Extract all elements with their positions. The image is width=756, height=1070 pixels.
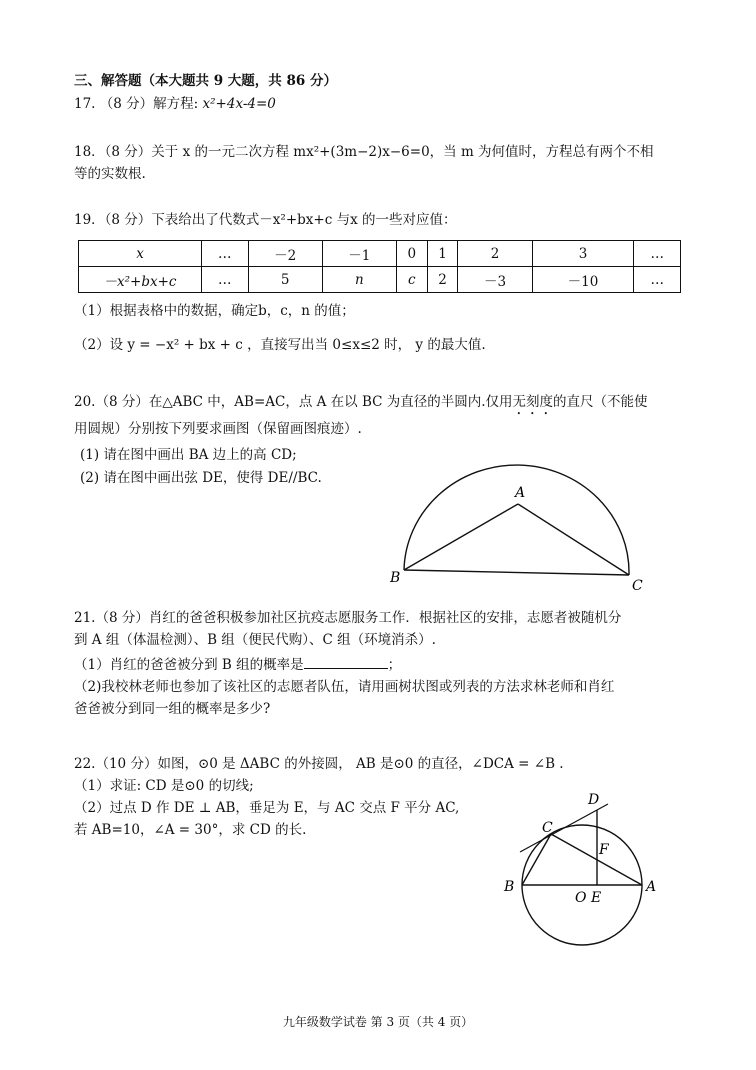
label-o: O xyxy=(575,890,587,906)
table-cell: －2 xyxy=(248,241,322,267)
label-a: A xyxy=(515,485,526,501)
q18-line2: 等的实数根. xyxy=(74,166,146,182)
table-cell: 2 xyxy=(458,241,532,267)
table-cell: n xyxy=(322,267,396,293)
q17-number: 17. xyxy=(74,96,96,112)
q20-line2: 用圆规）分别按下列要求画图（保留画图痕迹）. xyxy=(74,421,362,437)
q21-part2-line2: 爸爸被分到同一组的概率是多少? xyxy=(74,701,271,717)
q21-part1-end: ； xyxy=(387,657,402,673)
q19-value-table xyxy=(78,240,681,293)
table-cell: x xyxy=(79,241,202,267)
table-cell: －3 xyxy=(458,267,532,293)
segment-ab xyxy=(404,504,518,570)
q20-part1: (1) 请在图中画出 BA 边上的高 CD; xyxy=(80,447,297,463)
table-row xyxy=(79,267,681,293)
q17-score: （8 分）解方程: xyxy=(99,96,199,112)
table-cell: －10 xyxy=(532,267,634,293)
table-cell: 1 xyxy=(427,241,458,267)
q21-part1 xyxy=(74,655,401,674)
q22-part1: （1）求证: CD 是⊙0 的切线; xyxy=(74,778,254,794)
table-cell: 5 xyxy=(248,267,322,293)
table-cell: … xyxy=(634,267,681,293)
q21-line1: 21.（8 分）肖红的爸爸积极参加社区抗疫志愿服务工作．根据社区的安排，志愿者被随机分 xyxy=(74,610,622,626)
q22-line1: 22.（10 分）如图，⊙0 是 ΔABC 的外接圆， AB 是⊙0 的直径，∠DCA = ∠B . xyxy=(74,756,564,772)
table-cell: －1 xyxy=(322,241,396,267)
q17-equation: x²+4x-4=0 xyxy=(202,96,276,112)
q20-semicircle-figure xyxy=(390,472,650,592)
q19-part1: （1）根据表格中的数据，确定b，c，n 的值； xyxy=(74,303,355,319)
q22-part3: 若 AB=10，∠A = 30°，求 CD 的长. xyxy=(74,822,307,838)
label-c: C xyxy=(542,820,553,836)
table-cell: c xyxy=(396,267,427,293)
semicircle-arc xyxy=(404,465,629,575)
segment-bc xyxy=(404,570,629,575)
q20-line1-emphasis: 无刻度 xyxy=(512,394,554,410)
q20-line1-b: 的直尺（不能使 xyxy=(553,394,648,410)
answer-blank xyxy=(304,655,388,669)
label-b: B xyxy=(390,570,401,586)
table-cell: 0 xyxy=(396,241,427,267)
q20-line1 xyxy=(74,393,648,418)
label-e: E xyxy=(591,890,602,906)
table-cell: … xyxy=(202,241,249,267)
label-a: A xyxy=(646,879,657,895)
label-c: C xyxy=(632,578,643,594)
q19-part2: （2）设 y = −x² + bx + c ，直接写出当 0≤x≤2 时， y 的最大值. xyxy=(74,337,486,353)
q22-circle-figure xyxy=(500,788,670,968)
table-cell: … xyxy=(202,267,249,293)
page-footer: 九年级数学试卷 第 3 页（共 4 页） xyxy=(282,1015,474,1029)
q20-part2: (2) 请在图中画出弦 DE，使得 DE//BC. xyxy=(80,470,322,486)
label-b: B xyxy=(504,879,515,895)
q20-line1-a: 20.（8 分）在△ABC 中，AB=AC，点 A 在以 BC 为直径的半圆内.仅用 xyxy=(74,394,513,410)
table-cell: 3 xyxy=(532,241,634,267)
section-heading: 三、解答题（本大题共 9 大题，共 86 分） xyxy=(74,73,337,89)
label-d: D xyxy=(588,792,600,808)
q19-intro: 19．（8 分）下表给出了代数式－x²+bx+c 与x 的一些对应值： xyxy=(74,212,457,228)
table-cell: －x²+bx+c xyxy=(79,267,202,293)
table-cell: … xyxy=(634,241,681,267)
q18-line1: 18．（8 分）关于 x 的一元二次方程 mx²+(3m−2)x−6=0，当 m 为何值时，方程总有两个不相 xyxy=(74,144,654,160)
segment-ac xyxy=(518,504,629,575)
segment-bc xyxy=(522,834,551,885)
table-row xyxy=(79,241,681,267)
label-f: F xyxy=(599,842,609,858)
table-cell: 2 xyxy=(427,267,458,293)
tangent-line-cd xyxy=(520,804,608,852)
question-17 xyxy=(74,95,276,113)
q21-line2: 到 A 组（体温检测）、B 组（便民代购）、C 组（环境消杀）. xyxy=(74,632,436,648)
q21-part2-line1: （2)我校林老师也参加了该社区的志愿者队伍，请用画树状图或列表的方法求林老师和肖红 xyxy=(74,679,615,695)
q22-part2: （2）过点 D 作 DE ⊥ AB，垂足为 E，与 AC 交点 F 平分 AC, xyxy=(74,800,460,816)
q21-part1-text: （1）肖红的爸爸被分到 B 组的概率是 xyxy=(74,657,304,673)
